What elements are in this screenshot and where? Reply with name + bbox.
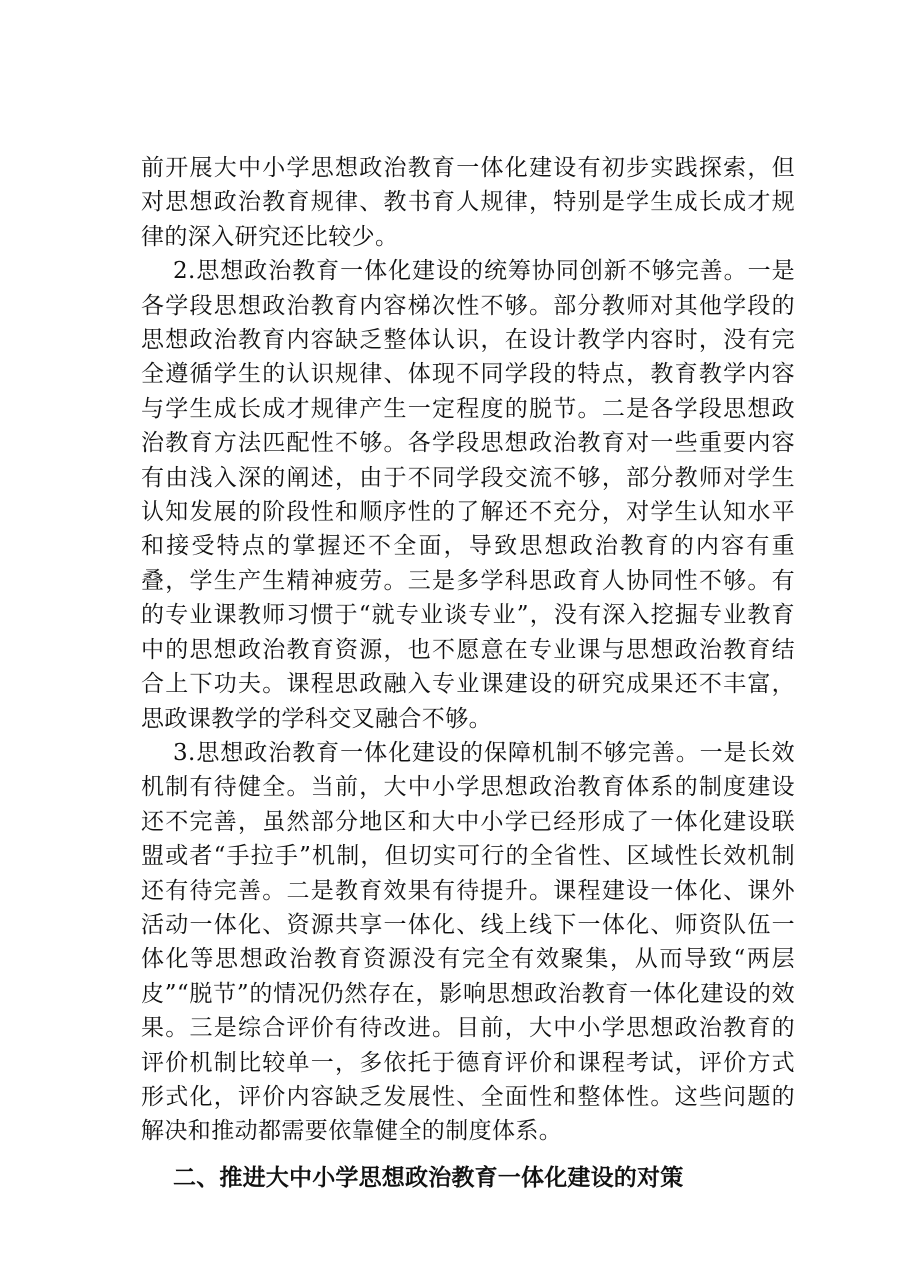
document-page [141,151,795,1195]
paragraph-coordination-innovation: 2.思想政治教育一体化建设的统筹协同创新不够完善。一是各学段思想政治教育内容梯次性不够。部分教师对其他学段的思想政治教育内容缺乏整体认识，在设计教学内容时，没有完全遵循学生的认识规律、体现不同学段的特点，教育教学内容与学生成长成才规律产生一定程度的脱节。二是各学段思想政治教育方法匹配性不够。各学段思想政治教育对一些重要内容有由浅入深的阐述，由于不同学段交流不够，部分教师对学生认知发展的阶段性和顺序性的了解还不充分，对学生认知水平和接受特点的掌握还不全面，导致思想政治教育的内容有重叠，学生产生精神疲劳。三是多学科思政育人协同性不够。有的专业课教师习惯于“就专业谈专业”，没有深入挖掘专业教育中的思想政治教育资源，也不愿意在专业课与思想政治教育结合上下功夫。课程思政融入专业课建设的研究成果还不丰富，思政课教学的学科交叉融合不够。 [141,258,795,732]
paragraph-continuation: 前开展大中小学思想政治教育一体化建设有初步实践探索，但对思想政治教育规律、教书育人规律，特别是学生成长成才规律的深入研究还比较少。 [141,155,795,250]
section-heading-countermeasures: 二、推进大中小学思想政治教育一体化建设的对策 [173,1164,684,1191]
paragraph-guarantee-mechanism: 3.思想政治教育一体化建设的保障机制不够完善。一是长效机制有待健全。当前，大中小学思想政治教育体系的制度建设还不完善，虽然部分地区和大中小学已经形成了一体化建设联盟或者“手拉手”机制，但切实可行的全省性、区域性长效机制还有待完善。二是教育效果有待提升。课程建设一体化、课外活动一体化、资源共享一体化、线上线下一体化、师资队伍一体化等思想政治教育资源没有完全有效聚集，从而导致“两层皮”“脱节”的情况仍然存在，影响思想政治教育一体化建设的效果。三是综合评价有待改进。目前，大中小学思想政治教育的评价机制比较单一，多依托于德育评价和课程考试，评价方式形式化，评价内容缺乏发展性、全面性和整体性。这些问题的解决和推动都需要依靠健全的制度体系。 [141,739,795,1145]
